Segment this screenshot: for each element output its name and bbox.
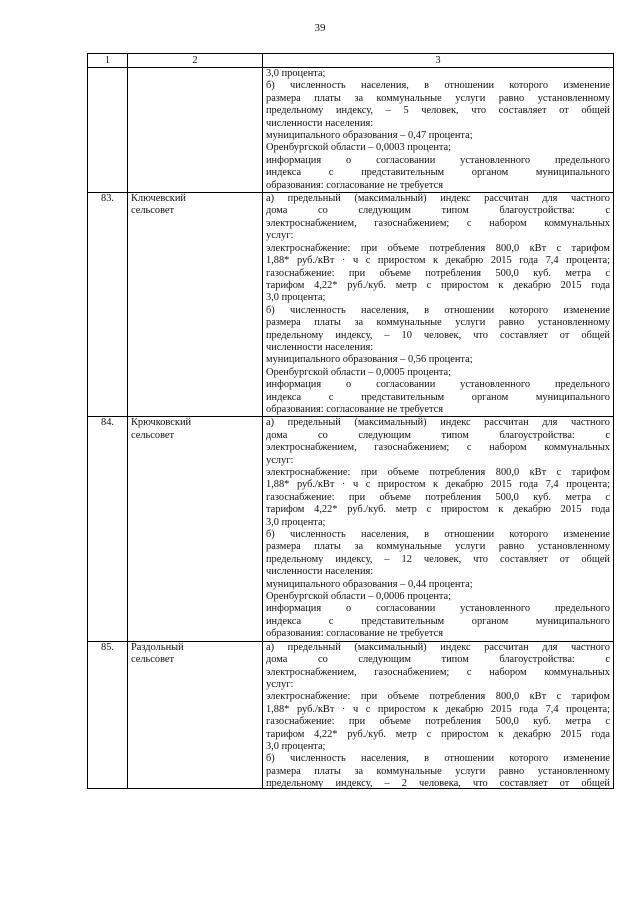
description-line: а) предельный (максимальный) индекс рассчитан для частного <box>266 417 610 429</box>
description-line: численности населения: <box>266 341 374 353</box>
description-line: информация о согласовании установленного предельного <box>266 379 610 391</box>
column-header-3: 3 <box>263 54 614 68</box>
description-line: тарифом 4,22* руб./куб. метр с приростом к декабрю 2015 года <box>266 728 610 740</box>
description-line: тарифом 4,22* руб./куб. метр с приростом к декабрю 2015 года <box>266 279 610 291</box>
table-row <box>88 68 614 193</box>
description-line: образования: согласование не требуется <box>266 179 444 191</box>
description-line: размера платы за коммунальные услуги равно установленному <box>266 317 610 329</box>
description-line: электроснабжением, газоснабжением; с набором коммунальных <box>266 217 610 229</box>
description-line: электроснабжение: при объеме потребления 800,0 кВт с тарифом <box>266 467 610 478</box>
description-line: численности населения: <box>266 566 374 578</box>
data-table <box>87 53 614 789</box>
table-body <box>88 68 614 789</box>
row-number-cell: 83. <box>88 193 128 417</box>
description-line: Оренбургской области – 0,0006 процента; <box>266 591 452 603</box>
table-header-row <box>88 54 614 68</box>
description-line: услуг: <box>266 678 294 690</box>
description-line: а) предельный (максимальный) индекс рассчитан для частного <box>266 641 610 653</box>
description-line: тарифом 4,22* руб./куб. метр с приростом к декабрю 2015 года <box>266 504 610 516</box>
description-cell <box>263 68 614 193</box>
description-line: электроснабжением, газоснабжением; с набором коммунальных <box>266 666 610 678</box>
row-number-cell: 85. <box>88 641 128 788</box>
description-line: 3,0 процента; <box>266 516 326 528</box>
description-line: услуг: <box>266 230 294 242</box>
municipality-name-line: сельсовет <box>131 205 175 217</box>
description-line: б) численность населения, в отношении которого изменение <box>266 529 610 541</box>
description-line: предельному индексу, – 2 человека, что составляет от общей <box>266 778 610 789</box>
description-line: дома со следующим типом благоустройства: с <box>266 205 610 217</box>
description-line: предельному индексу, – 12 человек, что составляет от общей <box>266 553 610 565</box>
description-line: индекса с представительным органом муниципального <box>266 167 610 179</box>
description-line: 1,88* руб./кВт · ч с приростом к декабрю 2015 года 7,4 процента; <box>266 255 610 267</box>
municipality-name-line: Ключевский <box>131 193 186 205</box>
page-number: 39 <box>314 22 326 34</box>
description-cell <box>263 417 614 641</box>
description-line: информация о согласовании установленного предельного <box>266 603 610 615</box>
description-line: б) численность населения, в отношении которого изменение <box>266 80 610 92</box>
column-header-1: 1 <box>88 54 128 68</box>
description-line: муниципального образования – 0,44 процента; <box>266 578 473 590</box>
description-line: электроснабжение: при объеме потребления 800,0 кВт с тарифом <box>266 691 610 703</box>
description-line: электроснабжением, газоснабжением; с набором коммунальных <box>266 442 610 454</box>
description-cell <box>263 641 614 788</box>
row-number-cell <box>88 68 128 193</box>
description-line: дома со следующим типом благоустройства: с <box>266 429 610 441</box>
table-row <box>88 193 614 417</box>
description-line: 3,0 процента; <box>266 740 326 752</box>
municipality-name-line: сельсовет <box>131 654 175 666</box>
municipality-name-cell <box>128 193 263 417</box>
description-line: муниципального образования – 0,56 процента; <box>266 354 473 366</box>
description-line: размера платы за коммунальные услуги равно установленному <box>266 765 610 777</box>
municipality-name-line: сельсовет <box>131 429 175 441</box>
description-line: индекса с представительным органом муниципального <box>266 391 610 403</box>
description-line: газоснабжение: при объеме потребления 500,0 куб. метра с <box>266 491 610 503</box>
description-line: Оренбургской области – 0,0003 процента; <box>266 142 452 154</box>
description-line: размера платы за коммунальные услуги равно установленному <box>266 92 610 104</box>
description-line: образования: согласование не требуется <box>266 628 444 640</box>
description-line: дома со следующим типом благоустройства: с <box>266 654 610 666</box>
description-line: услуг: <box>266 454 294 466</box>
column-header-2: 2 <box>128 54 263 68</box>
description-line: муниципального образования – 0,47 процента; <box>266 130 473 142</box>
description-line: предельному индексу, – 5 человек, что составляет от общей <box>266 105 610 117</box>
description-line: образования: согласование не требуется <box>266 403 444 415</box>
description-line: Оренбургской области – 0,0005 процента; <box>266 366 452 378</box>
description-line: газоснабжение: при объеме потребления 500,0 куб. метра с <box>266 267 610 279</box>
municipality-name-cell <box>128 68 263 193</box>
description-line: а) предельный (максимальный) индекс рассчитан для частного <box>266 193 610 205</box>
description-line: электроснабжение: при объеме потребления 800,0 кВт с тарифом <box>266 242 610 254</box>
municipality-name-cell <box>128 417 263 641</box>
municipality-name-cell <box>128 641 263 788</box>
description-line: размера платы за коммунальные услуги равно установленному <box>266 541 610 553</box>
description-line: информация о согласовании установленного предельного <box>266 154 610 166</box>
description-line: газоснабжение: при объеме потребления 500,0 куб. метра с <box>266 716 610 728</box>
municipality-name-line: Раздольный <box>131 641 184 653</box>
description-line: 1,88* руб./кВт · ч с приростом к декабрю 2015 года 7,4 процента; <box>266 703 610 715</box>
description-line: 1,88* руб./кВт · ч с приростом к декабрю 2015 года 7,4 процента; <box>266 479 610 491</box>
table-row <box>88 641 614 788</box>
description-line: предельному индексу, – 10 человек, что составляет от общей <box>266 329 610 341</box>
description-line: индекса с представительным органом муниципального <box>266 615 610 627</box>
description-line: б) численность населения, в отношении которого изменение <box>266 753 610 765</box>
municipality-name-line: Крючковский <box>131 417 192 429</box>
description-line: численности населения: <box>266 117 374 129</box>
description-line: б) численность населения, в отношении которого изменение <box>266 304 610 316</box>
row-number-cell: 84. <box>88 417 128 641</box>
description-line: 3,0 процента; <box>266 292 326 304</box>
table-row <box>88 417 614 641</box>
description-cell <box>263 193 614 417</box>
description-line: 3,0 процента; <box>266 68 326 79</box>
